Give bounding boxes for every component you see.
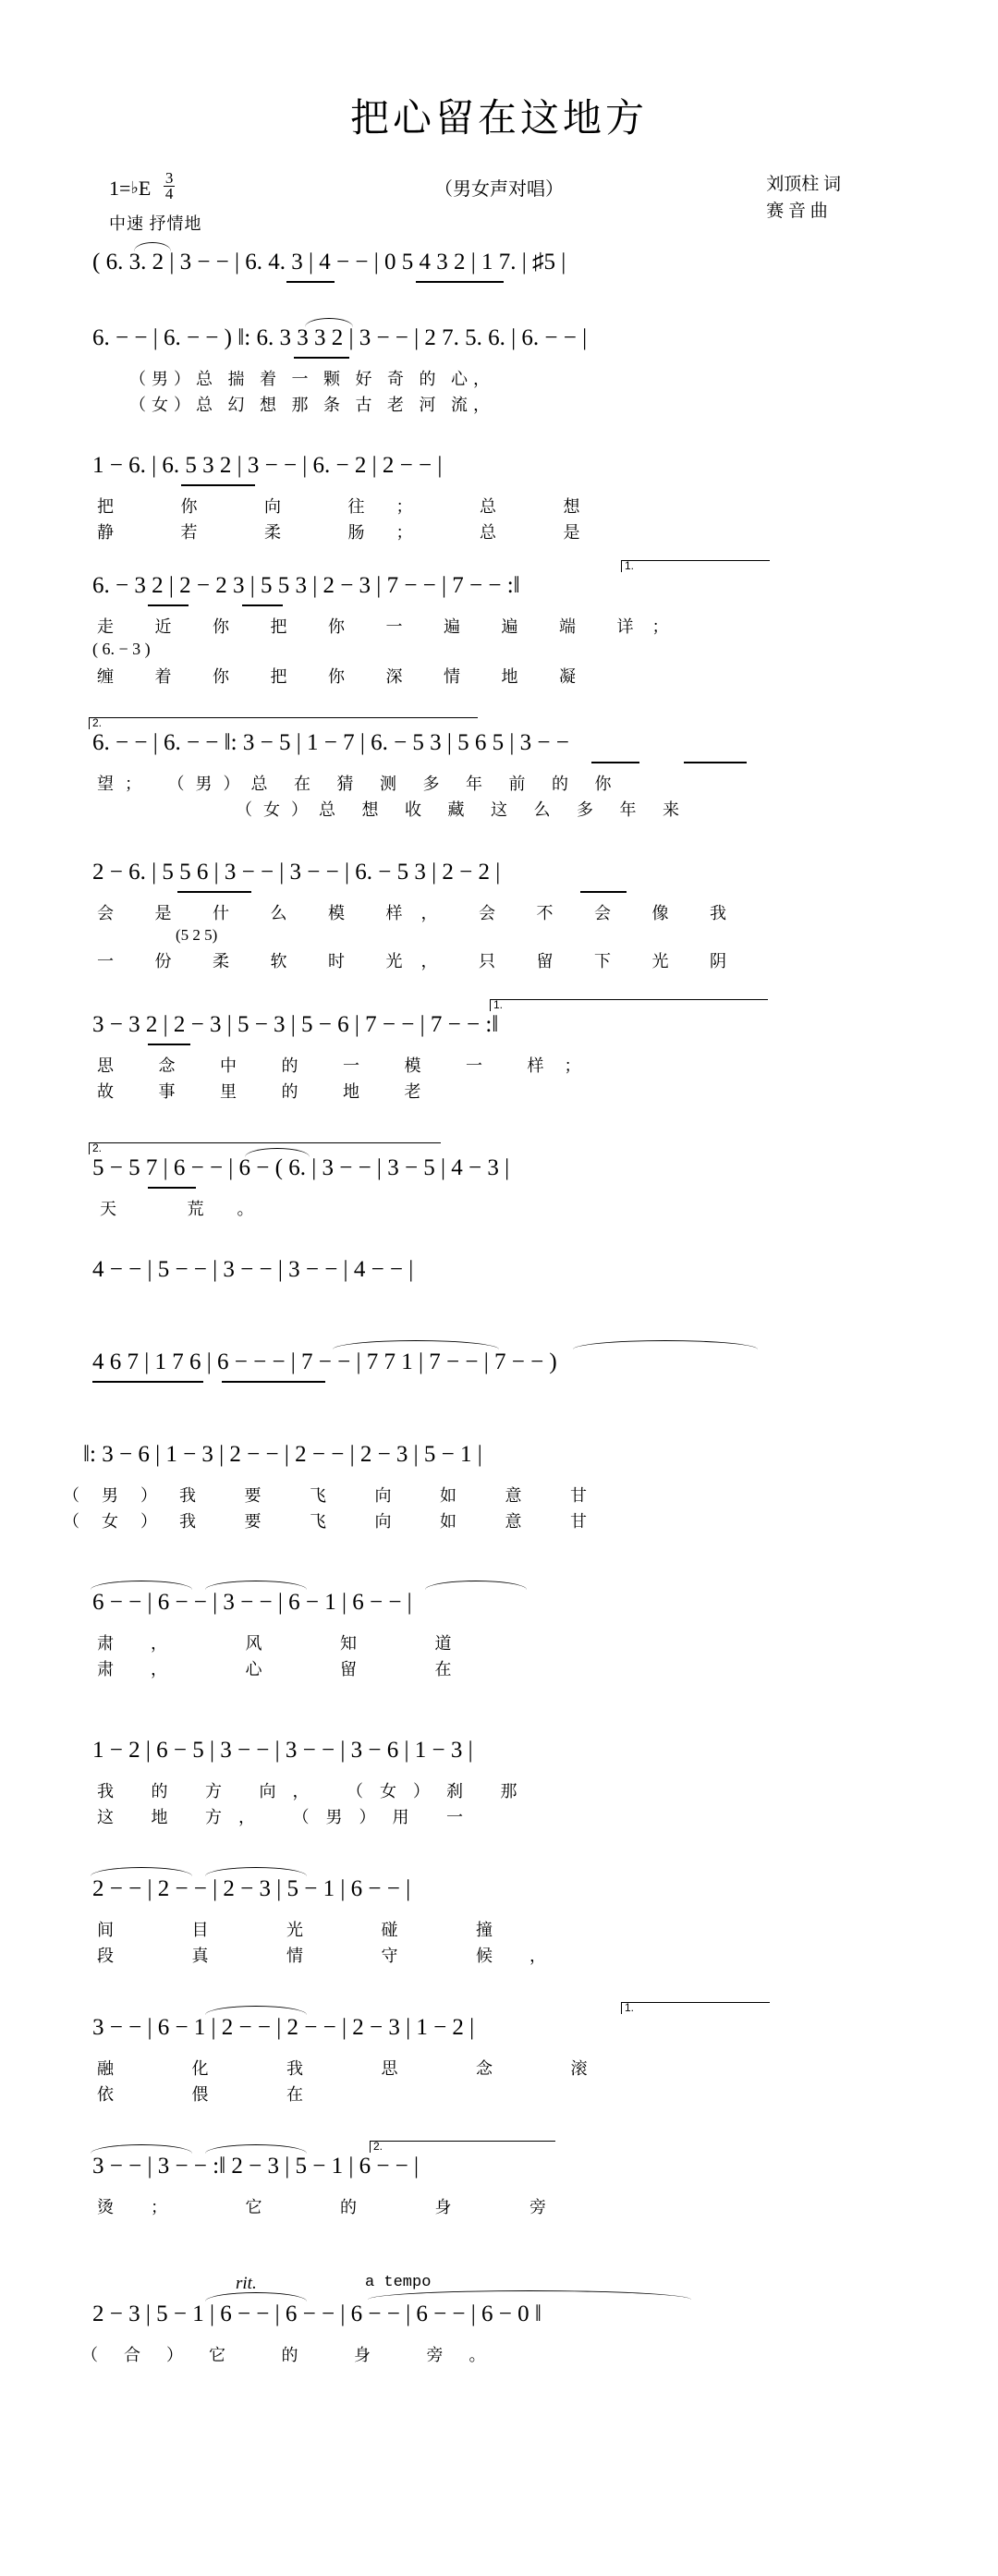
beam-mark <box>148 1044 190 1045</box>
notation-line <box>0 2301 998 2342</box>
tie-mark <box>305 318 353 327</box>
lyric-line-male <box>0 2056 998 2082</box>
tie-mark <box>91 1867 192 1876</box>
tie-mark <box>205 2006 307 2015</box>
notation-line <box>0 2140 998 2194</box>
notation-text: 6. − − | 6. − − ‖: 3 − 5 | 1 − 7 | 6. − 5 3 | 5 6 5 | 3 − − <box>92 730 569 755</box>
notation-text: 4 − − | 5 − − | 3 − − | 3 − − | 4 − − | <box>92 1257 414 1282</box>
lyric-line-female <box>0 2082 998 2107</box>
notation-line <box>0 860 998 900</box>
lyric-text: （女）总 想 收 藏 这 么 多 年 来 <box>236 800 690 819</box>
tie-mark <box>333 1340 499 1349</box>
volta-number: 1. <box>493 998 504 1011</box>
lyric-text: 这 地 方， （男）用 一 <box>97 1808 480 1826</box>
notation-text: 3 − − | 6 − 1 | 2 − − | 2 − − | 2 − 3 | 1 − 2 | <box>92 2015 475 2040</box>
volta-number: 2. <box>92 716 103 729</box>
notation-line <box>0 1141 998 1196</box>
volta-bracket-1 <box>490 999 768 1011</box>
subtitle: （男女声对唱） <box>434 179 564 200</box>
system-15 <box>0 2001 998 2107</box>
lyric-line-male <box>0 900 998 926</box>
notation-line <box>0 1257 998 1298</box>
lyric-text: （女）我 要 飞 向 如 意 甘 <box>63 1512 609 1531</box>
lyric-text: 走 近 你 把 你 一 遍 遍 端 详； <box>97 617 688 636</box>
tie-mark <box>205 2144 307 2154</box>
lyric-line-female <box>0 1508 998 1534</box>
key-label: 1= <box>109 177 131 201</box>
system-16 <box>0 2140 998 2220</box>
notation-text: 6 − − | 6 − − | 3 − − | 6 − 1 | 6 − − | <box>92 1590 412 1615</box>
lyric-text: 肃， 风 知 道 <box>97 1634 489 1653</box>
beam-mark <box>222 1381 325 1383</box>
beam-mark <box>181 484 255 486</box>
beam-mark <box>684 762 747 763</box>
volta-number: 1. <box>625 2001 635 2014</box>
beam-mark <box>148 1187 196 1189</box>
lyric-text: 缠 着 你 把 你 深 情 地 凝 <box>97 667 594 686</box>
notation-text: 2 − 6. | 5 5 6 | 3 − − | 3 − − | 6. − 5 3 | 2 − 2 | <box>92 860 501 885</box>
page-title: 把心留在这地方 <box>349 96 648 140</box>
lyric-line-male <box>0 1778 998 1804</box>
lyric-text: （男）总 揣 着 一 颗 好 奇 的 心， <box>129 370 495 388</box>
system-8 <box>0 1141 998 1222</box>
lyric-line-male <box>0 494 998 519</box>
notation-line <box>0 1876 998 1917</box>
volta-bracket-2 <box>89 717 478 729</box>
composer-credit: 赛 音 曲 <box>766 201 828 222</box>
system-13 <box>0 1738 998 1830</box>
lyric-text: 思 念 中 的 一 模 一 样； <box>97 1056 602 1075</box>
notation-line <box>0 998 998 1053</box>
system-11 <box>0 1442 998 1534</box>
meter-denominator: 4 <box>164 185 174 203</box>
lyric-line-chorus <box>0 2342 998 2368</box>
lyric-line-male <box>0 2194 998 2220</box>
beam-mark <box>416 281 504 283</box>
key-letter: E <box>138 177 152 201</box>
lyric-text: 天 荒。 <box>100 1200 287 1218</box>
rit-mark: rit. <box>236 2274 257 2293</box>
system-7 <box>0 998 998 1105</box>
notation-text: 2 − − | 2 − − | 2 − 3 | 5 − 1 | 6 − − | <box>92 1876 411 1901</box>
tie-mark <box>91 2144 192 2154</box>
credits <box>766 171 841 226</box>
system-14 <box>0 1876 998 1969</box>
lyric-text: 故 事 里 的 地 老 <box>97 1082 442 1101</box>
notation-text: 4 6 7 | 1 7 6 | 6 − − − | 7 − − | 7 7 1 | 7 − − | 7 − − ) <box>92 1349 557 1374</box>
ossia-line <box>0 926 998 948</box>
lyric-line-male <box>0 366 998 392</box>
notation-text: 2 − 3 | 5 − 1 | 6 − − | 6 − − | 6 − − | 6 − − | 6 − 0 ‖ <box>92 2301 542 2326</box>
notation-text: 3 − 3 2 | 2 − 3 | 5 − 3 | 5 − 6 | 7 − − | 7 − − :‖ <box>92 1012 499 1037</box>
lyric-text: 我 的 方 向， （女）刹 那 <box>97 1782 534 1801</box>
lyric-text: 会 是 什 么 模 样， 会 不 会 像 我 <box>97 904 745 922</box>
notation-text: 6. − 3 2 | 2 − 2 3 | 5 5 3 | 2 − 3 | 7 − − | 7 − − :‖ <box>92 573 520 598</box>
lyric-line-male <box>0 1483 998 1508</box>
system-17 <box>0 2274 998 2368</box>
meter-numerator: 3 <box>164 169 174 187</box>
lyric-line-female <box>0 519 998 545</box>
notation-line <box>0 325 998 366</box>
lyric-line-female <box>0 797 998 823</box>
volta-number: 1. <box>625 559 635 572</box>
lyric-line-female <box>0 664 998 690</box>
lyric-line-female <box>0 1656 998 1682</box>
tie-mark <box>573 1340 758 1349</box>
beam-mark <box>580 891 627 893</box>
beam-mark <box>177 891 251 893</box>
beam-mark <box>148 604 189 606</box>
volta-bracket-2 <box>370 2141 555 2153</box>
system-10 <box>0 1349 998 1390</box>
lyric-text: 肃， 心 留 在 <box>97 1660 489 1679</box>
expression-marks <box>0 2274 998 2301</box>
lyric-line-female <box>0 392 998 418</box>
lyric-line-female <box>0 1943 998 1969</box>
beam-mark <box>294 357 349 359</box>
notation-line <box>0 453 998 494</box>
lyric-line-male <box>0 1630 998 1656</box>
lyric-text: （合）它 的 身 旁。 <box>81 2346 512 2364</box>
system-3 <box>0 453 998 545</box>
notation-line <box>0 716 998 771</box>
tie-mark <box>91 1581 192 1590</box>
tempo-marking: 中速 抒情地 <box>109 214 202 233</box>
tie-mark <box>425 1581 527 1590</box>
a-tempo-mark: a tempo <box>365 2274 432 2291</box>
lyric-text: 间 目 光 碰 撞 <box>97 1921 529 1939</box>
notation-text: 5 − 5 7 | 6 − − | 6 − ( 6. | 3 − − | 3 − 5 | 4 − 3 | <box>92 1155 510 1180</box>
volta-number: 2. <box>92 1141 103 1154</box>
system-2 <box>0 325 998 418</box>
key-accidental: ♭ <box>130 178 139 198</box>
system-4 <box>0 559 998 690</box>
lyric-text: （男）我 要 飞 向 如 意 甘 <box>63 1486 609 1505</box>
lyric-line-female <box>0 948 998 974</box>
lyric-line-female <box>0 1196 998 1222</box>
volta-number: 2. <box>373 2140 383 2153</box>
lyric-text: 烫； 它 的 身 旁 <box>97 2198 583 2216</box>
notation-text: 6. − − | 6. − − ) ‖: 6. 3 3 3 2 | 3 − − | 2 7. 5. 6. | 6. − − | <box>92 325 588 350</box>
volta-bracket-1 <box>621 2002 770 2014</box>
lyricist-credit: 刘顶柱 词 <box>766 175 841 194</box>
lyric-line-male <box>0 771 998 797</box>
beam-mark <box>242 604 283 606</box>
ossia-line <box>0 640 998 664</box>
beam-mark <box>92 1381 203 1383</box>
lyric-line-male <box>0 614 998 640</box>
lyric-line-male <box>0 1053 998 1079</box>
tie-mark <box>205 1581 307 1590</box>
ossia-text: (5 2 5) <box>176 926 218 944</box>
ossia-text: ( 6. − 3 ) <box>92 640 151 658</box>
lyric-text: 一 份 柔 软 时 光， 只 留 下 光 阴 <box>97 952 745 971</box>
notation-text: 1 − 2 | 6 − 5 | 3 − − | 3 − − | 3 − 6 | 1 − 3 | <box>92 1738 473 1763</box>
system-6 <box>0 860 998 974</box>
lyric-text: 融 化 我 思 念 滚 <box>97 2059 625 2078</box>
beam-mark <box>286 281 335 283</box>
notation-line <box>0 559 998 614</box>
tie-mark <box>134 242 171 251</box>
lyric-line-female <box>0 1079 998 1105</box>
lyric-text: 段 真 情 守 候， <box>97 1947 583 1965</box>
notation-text: 1 − 6. | 6. 5 3 2 | 3 − − | 6. − 2 | 2 − − | <box>92 453 443 478</box>
system-9 <box>0 1257 998 1298</box>
notation-line <box>0 1738 998 1778</box>
lyric-line-female <box>0 1804 998 1830</box>
system-5 <box>0 716 998 823</box>
lyric-text: （女）总 幻 想 那 条 古 老 河 流， <box>129 396 495 414</box>
notation-line <box>0 250 998 290</box>
notation-line <box>0 1442 998 1483</box>
lyric-text: 把 你 向 往； 总 想 <box>97 497 612 516</box>
system-12 <box>0 1590 998 1682</box>
notation-text: 3 − − | 3 − − :‖ 2 − 3 | 5 − 1 | 6 − − | <box>92 2154 420 2179</box>
notation-line <box>0 1590 998 1630</box>
lyric-line-male <box>0 1917 998 1943</box>
beam-mark <box>591 762 639 763</box>
lyric-text: 静 若 柔 肠； 总 是 <box>97 523 612 542</box>
notation-line <box>0 1349 998 1390</box>
tie-mark <box>205 1867 307 1876</box>
lyric-text: 望； （男）总 在 猜 测 多 年 前 的 你 <box>97 775 623 793</box>
tie-mark <box>368 2290 691 2300</box>
notation-text: ( 6. 3. 2 | 3 − − | 6. 4. 3 | 4 − − | 0 5 4 3 2 | 1 7. | ♯5 | <box>92 250 566 275</box>
system-1 <box>0 250 998 290</box>
notation-text: ‖: 3 − 6 | 1 − 3 | 2 − − | 2 − − | 2 − 3 | 5 − 1 | <box>83 1442 482 1467</box>
notation-line <box>0 2001 998 2056</box>
volta-bracket-1 <box>621 560 770 572</box>
lyric-text: 依 偎 在 <box>97 2085 340 2104</box>
